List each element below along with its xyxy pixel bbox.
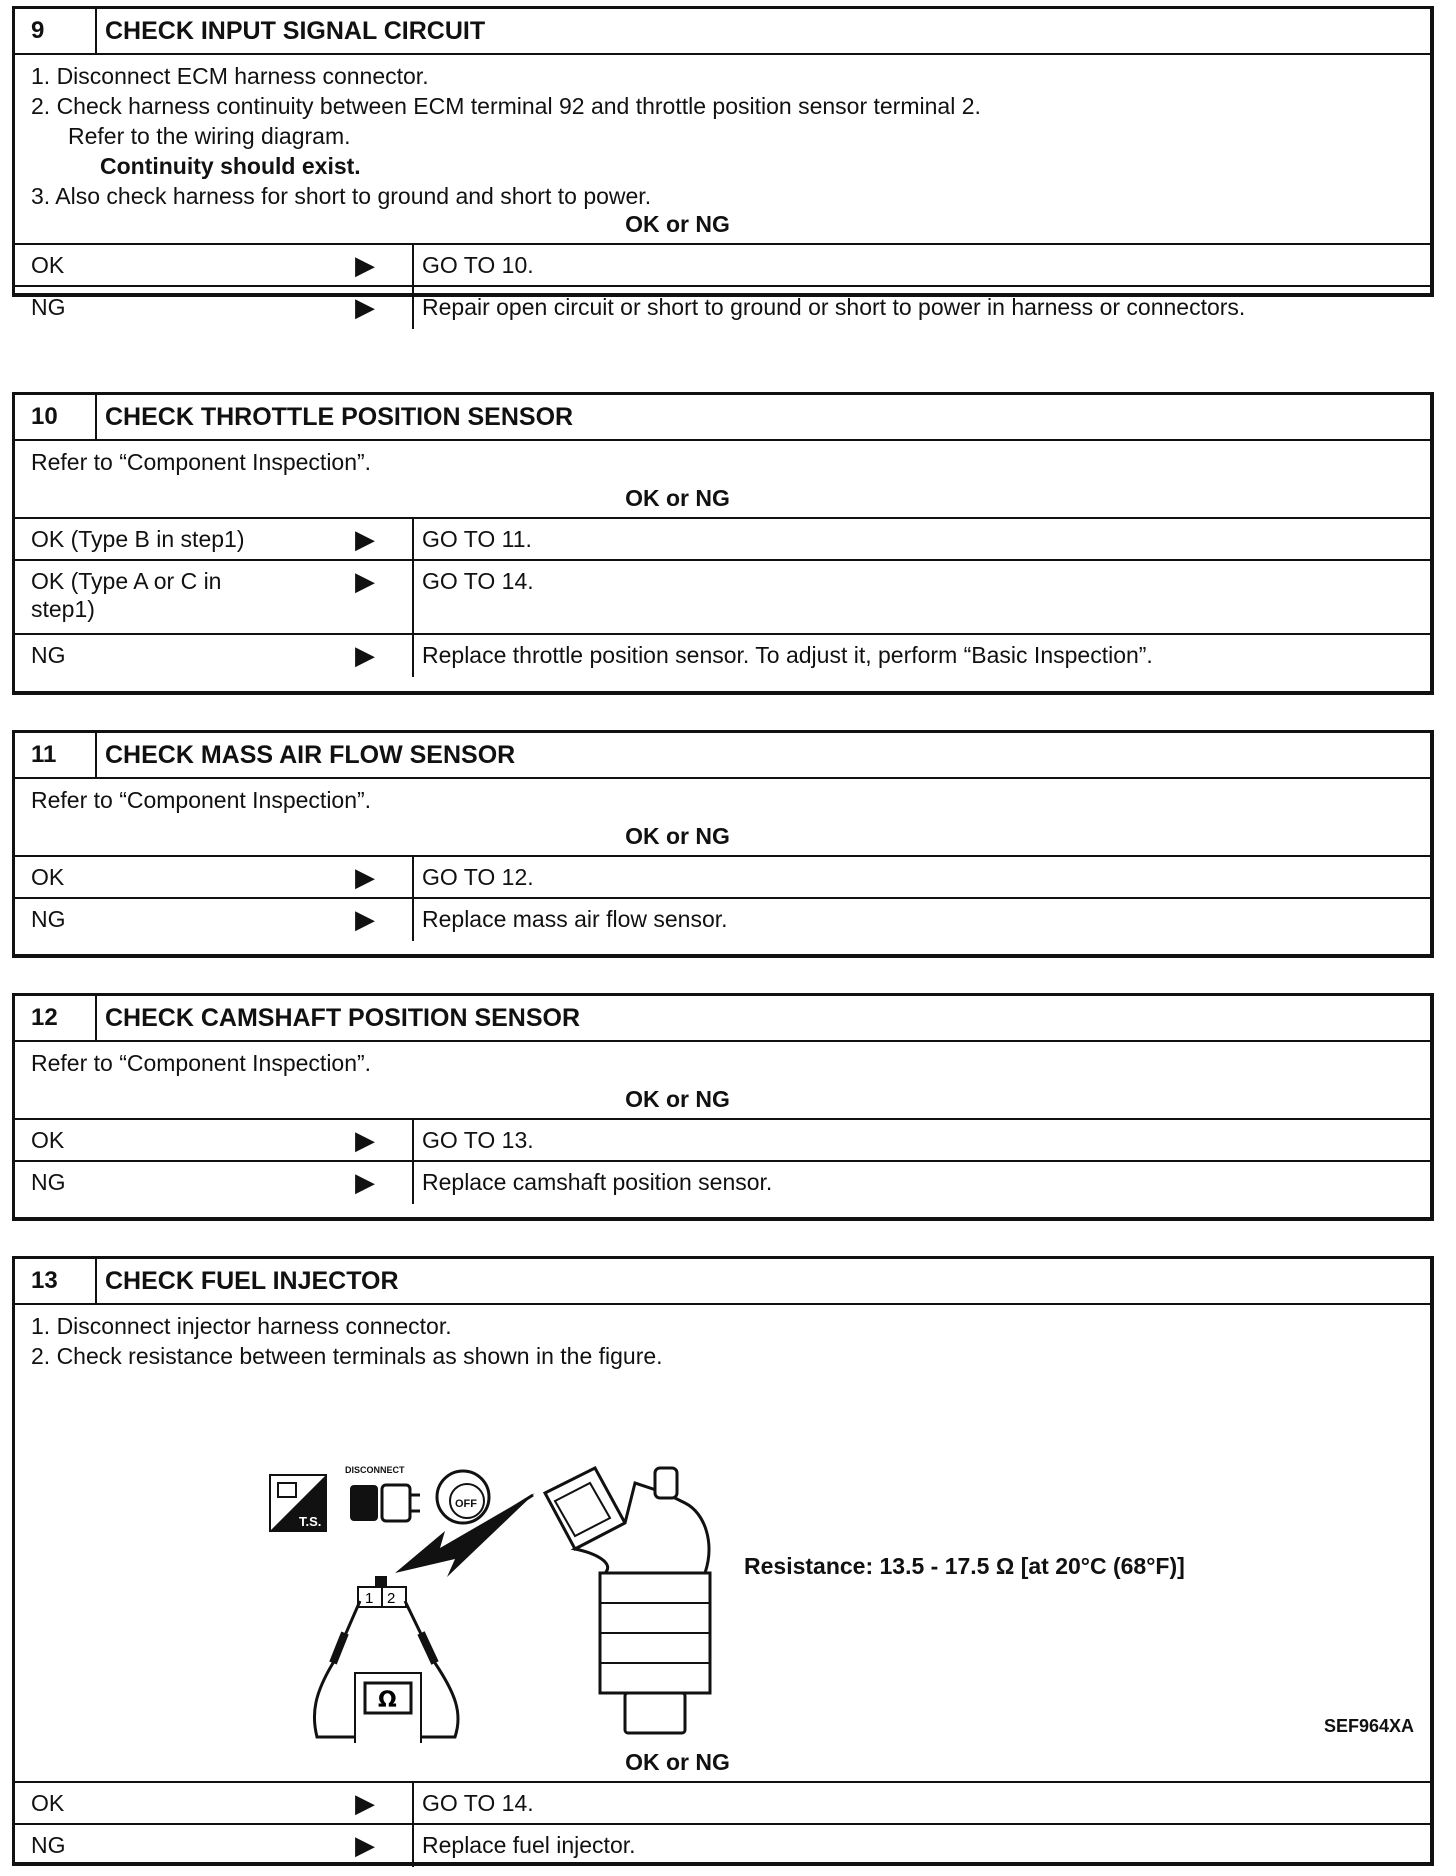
step-number: 10 [15, 395, 97, 439]
result-action: GO TO 14. [422, 1790, 534, 1816]
step-instructions [15, 1305, 1430, 1373]
arrow-icon: ▶ [315, 245, 414, 285]
step-9-box [12, 6, 1434, 322]
fuel-injector-drawing [545, 1468, 710, 1733]
terminal-2-label: 2 [387, 1590, 396, 1607]
off-label: OFF [455, 1498, 477, 1510]
disconnect-icon [345, 1465, 420, 1521]
result-action: Repair open circuit or short to ground or short to power in harness or connectors. [422, 294, 1246, 320]
arrow-icon: ▶ [315, 899, 414, 941]
instruction-line: Refer to the wiring diagram. [68, 123, 351, 149]
ohmmeter-icon [355, 1673, 421, 1743]
step-number: 9 [15, 9, 97, 53]
step-header [15, 9, 1430, 55]
terminal-1-label: 1 [365, 1590, 374, 1607]
step-11-box [12, 730, 1434, 958]
result-action: Replace camshaft position sensor. [422, 1169, 773, 1195]
step-title: CHECK FUEL INJECTOR [105, 1267, 399, 1295]
result-label: OK [31, 1790, 65, 1816]
step-title: CHECK INPUT SIGNAL CIRCUIT [105, 17, 486, 45]
arrow-icon: ▶ [315, 1825, 414, 1867]
step-10-box [12, 392, 1434, 695]
result-row-ng [15, 635, 1430, 677]
instruction-line: Refer to “Component Inspection”. [31, 787, 372, 813]
step-instructions [15, 779, 1430, 817]
injector-diagram [15, 1373, 1415, 1743]
step-number: 11 [15, 733, 97, 777]
arrow-icon: ▶ [315, 1162, 414, 1204]
ok-or-ng-heading: OK or NG [15, 817, 1430, 857]
step-title: CHECK THROTTLE POSITION SENSOR [105, 403, 574, 431]
arrow-icon: ▶ [315, 287, 414, 329]
result-action: Replace fuel injector. [422, 1832, 636, 1858]
result-row-ng [15, 899, 1430, 941]
ok-or-ng-heading: OK or NG [15, 205, 1430, 245]
arrow-icon: ▶ [315, 1783, 414, 1823]
step-number: 13 [15, 1259, 97, 1303]
step-instructions [15, 55, 1430, 209]
result-label: NG [31, 294, 66, 320]
figure-code: SEF964XA [1323, 1716, 1414, 1736]
result-row-ok-type-b [15, 519, 1430, 561]
arrow-icon: ▶ [315, 635, 414, 677]
step-header [15, 395, 1430, 441]
result-action: GO TO 10. [422, 252, 534, 278]
trouble-shooting-icon [270, 1475, 326, 1531]
result-action: GO TO 11. [422, 526, 532, 552]
result-row-ok-type-ac [15, 561, 1430, 635]
instruction-line: Refer to “Component Inspection”. [31, 449, 372, 475]
result-action: Replace throttle position sensor. To adjust it, perform “Basic Inspection”. [422, 642, 1153, 668]
step-number: 12 [15, 996, 97, 1040]
result-row-ok [15, 245, 1430, 287]
test-lead-left [314, 1601, 360, 1737]
arrow-icon: ▶ [315, 519, 414, 559]
step-instructions [15, 441, 1430, 479]
instruction-line: 2. Check harness continuity between ECM terminal 92 and throttle position sensor terminal 2. [31, 93, 981, 119]
result-action: GO TO 14. [422, 568, 534, 594]
result-row-ng [15, 287, 1430, 329]
instruction-line: 3. Also check harness for short to ground and short to power. [31, 183, 652, 209]
result-row-ok [15, 857, 1430, 899]
step-header [15, 996, 1430, 1042]
result-row-ok [15, 1120, 1430, 1162]
result-label: OK (Type B in step1) [31, 526, 245, 552]
instruction-line: 1. Disconnect ECM harness connector. [31, 63, 429, 89]
resistance-spec: Resistance: 13.5 - 17.5 Ω [at 20°C (68°F)] [744, 1553, 1185, 1579]
ok-or-ng-heading: OK or NG [15, 1743, 1430, 1783]
ignition-off-icon [437, 1471, 489, 1523]
instruction-line: 1. Disconnect injector harness connector. [31, 1313, 452, 1339]
result-label: NG [31, 1832, 66, 1858]
step-title: CHECK CAMSHAFT POSITION SENSOR [105, 1004, 581, 1032]
result-row-ng [15, 1825, 1430, 1867]
step-13-box [12, 1256, 1434, 1866]
injector-resistance-figure [15, 1373, 1430, 1743]
step-12-box [12, 993, 1434, 1221]
result-label: OK (Type A or C in step1) [31, 568, 222, 622]
instruction-line: Refer to “Component Inspection”. [31, 1050, 372, 1076]
ok-or-ng-heading: OK or NG [15, 479, 1430, 519]
arrow-icon: ▶ [275, 561, 414, 633]
result-action: GO TO 13. [422, 1127, 534, 1153]
arrow-icon: ▶ [315, 857, 414, 897]
result-action: Replace mass air flow sensor. [422, 906, 728, 932]
result-row-ng [15, 1162, 1430, 1204]
instruction-line: 2. Check resistance between terminals as shown in the figure. [31, 1343, 663, 1369]
arrow-icon: ▶ [315, 1120, 414, 1160]
step-title: CHECK MASS AIR FLOW SENSOR [105, 741, 516, 769]
step-instructions [15, 1042, 1430, 1080]
connector-terminals [358, 1576, 406, 1607]
result-label: OK [31, 252, 65, 278]
result-label: NG [31, 642, 66, 668]
result-label: OK [31, 864, 65, 890]
ohm-symbol: Ω [378, 1688, 397, 1713]
step-header [15, 1259, 1430, 1305]
ts-label: T.S. [299, 1514, 322, 1529]
result-row-ok [15, 1783, 1430, 1825]
instruction-spec: Continuity should exist. [100, 153, 361, 179]
result-label: OK [31, 1127, 65, 1153]
step-header [15, 733, 1430, 779]
result-action: GO TO 12. [422, 864, 534, 890]
disconnect-label: DISCONNECT [345, 1465, 405, 1475]
result-label: NG [31, 1169, 66, 1195]
result-label: NG [31, 906, 66, 932]
ok-or-ng-heading: OK or NG [15, 1080, 1430, 1120]
